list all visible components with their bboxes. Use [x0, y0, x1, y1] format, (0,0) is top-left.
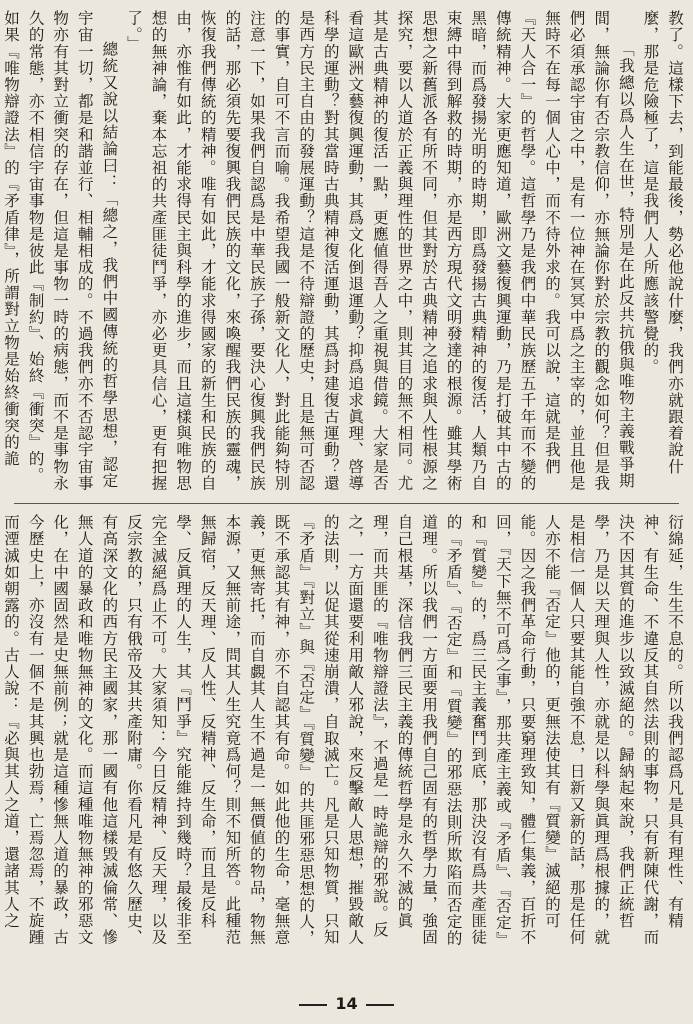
lower-columns	[0, 514, 693, 960]
lower-text-block	[0, 514, 693, 960]
section-divider	[14, 503, 679, 504]
paragraph: 衍綿延，生生不息的。所以我們認爲凡是具有理性、有精神、有生命、不違反其自然法則的事物，只有新陳代謝，而決不因其質的進步以致滅絕的。歸納起來說，我們正統哲學，乃是以天理與人性，亦就是以科學與眞理爲根據的，就是相信一個人只要其能自強不息，日新又新的話，那是任何人亦不能『否定』他的，更無法使其有『質變』滅絕的可能。因之我們革命行動，只要窮理致知，體仁集義，百折不回，『天下無不可爲之事』，那共產主義或『矛盾』、『否定』和『質變』的，爲三民主義奮鬥到底，那決沒有爲共產匪徒的『矛盾』、『否定』和『質變』的邪惡法則所欺陷而否定的道理。所以我們一方面要用我們自己固有的哲學力量，強固自己根基，深信我們三民主義的傳統哲學是永久不滅的眞理，而共匪的『唯物辯證法』，不過是一時詭辯的邪說。反之，一方面還要利用敵人邪說，來反擊敵人思想，摧毀敵人的法則，以促其從速崩潰，自取滅亡。凡是只知物質，只知『矛盾』『對立』與『否定』『質變』的共匪邪惡思想的人，既不承認其有神，亦不自認其有命。如此他的生命，毫無意義，更無寄托，而自覷其人生不過是一無價値的物品，物無本源，又無前途，問其人生究竟爲何？則不知所答。此種范無歸宿，反天理、反人性、反精神、反生命，而且是反科學、反眞理的人生，其『鬥爭』究能維持到幾時？最後非至完全滅絕爲止不可。大家須知：今日反精神、反天理，以及反宗教的，只有俄帝及其共產附庸。你看凡是有悠久歷史、有高深文化的西方民主國家，那一國有他這樣毁滅倫常、慘無人道的暴政和唯物無神的文化。而這種唯物無神的邪惡文化，在中國固然是史無前例；就是這種慘無人道的暴政，古今歷史上，亦沒有一個不是其興也勃焉，亡焉忽焉，不旋踵而湮滅如朝露的。古人說：『必與其人之道，還諸其人之	[1, 514, 684, 948]
upper-text-block	[0, 10, 693, 496]
footer-rule-right	[366, 1004, 394, 1006]
paragraph: 「我總以爲人生在世，特別是在此反共抗俄與唯物主義戰爭期間，無論你有否宗教信仰，亦無論你對於宗教的觀念如何？但是我們必須承認宇宙之中，是有一位神在冥冥中爲之主宰的，並且他是無時不在每一個人心中，而不待外求的。我可以說，這就是我們『天人合一』的哲學。這哲學乃是我們中華民族歷五千年而不變的傳統精神。大家更應知道，歐洲文藝復興運動，乃是打破其中古的黑暗，而爲發揚光明的時期，即爲發揚古典精神的復活，人類乃自束縛中得到解救的時期，亦是西方現代文明發達的根源。雖其學術思想之新舊派各有所不同，但其對於古典精神之追求與人性根源之探究，要以人道於正義與理性的世界之中，則其目的無不相同。尤其是古典精神的復活一點，更應値得吾人之重視與借鏡。大家是否看這歐洲文藝復興運動，其爲文化倒退運動？抑爲追求眞理、啓導科學的運動？對其當時古典精神復活運動，其爲封建復古運動？還是西方民主自由的發展運動？這是不待辯證的歷史，且是無可否認的事實，自可不言而喻。我希望我國一般新文化人，對此能夠特別注意一下，如果我們自認爲是中華民族子孫，要決心復興我們民族的話，那必須先要復興我們民族的文化，來喚醒我們民族的靈魂，恢復我們傳統的精神。唯有如此，才能求得國家的新生和民族的自由，亦惟有如此，才能求得民主與科學的進步，而且這樣與唯物思想的無神論，棄本忘祖的共產匪徒鬥爭，亦必更具信心，更有把握了。」	[124, 10, 635, 492]
upper-columns	[0, 10, 693, 496]
page-footer	[0, 994, 693, 1013]
page-number: 14	[335, 994, 358, 1013]
footer-rule-left	[299, 1004, 327, 1006]
paragraph: 教了。這樣下去，到能最後，勢必他說什麼，我們亦就跟着說什麼，那是危險極了，這是我們人人所應該警覺的。	[641, 10, 684, 475]
paragraph: 總統又說以結論曰：「總之，我們中國傳統的哲學思想，認定宇宙一切，都是和諧並行、相輔相成的。不過我們亦不否認宇宙事物亦有其對立衝突的存在，但這是事物一時的病態，而不是事物永久的常態，亦不相信宇宙事物是彼此『制約』、始終『衝突』的。如果『唯物辯證法』的『矛盾律』，所謂對立物是始終衝突的詭	[1, 10, 119, 492]
